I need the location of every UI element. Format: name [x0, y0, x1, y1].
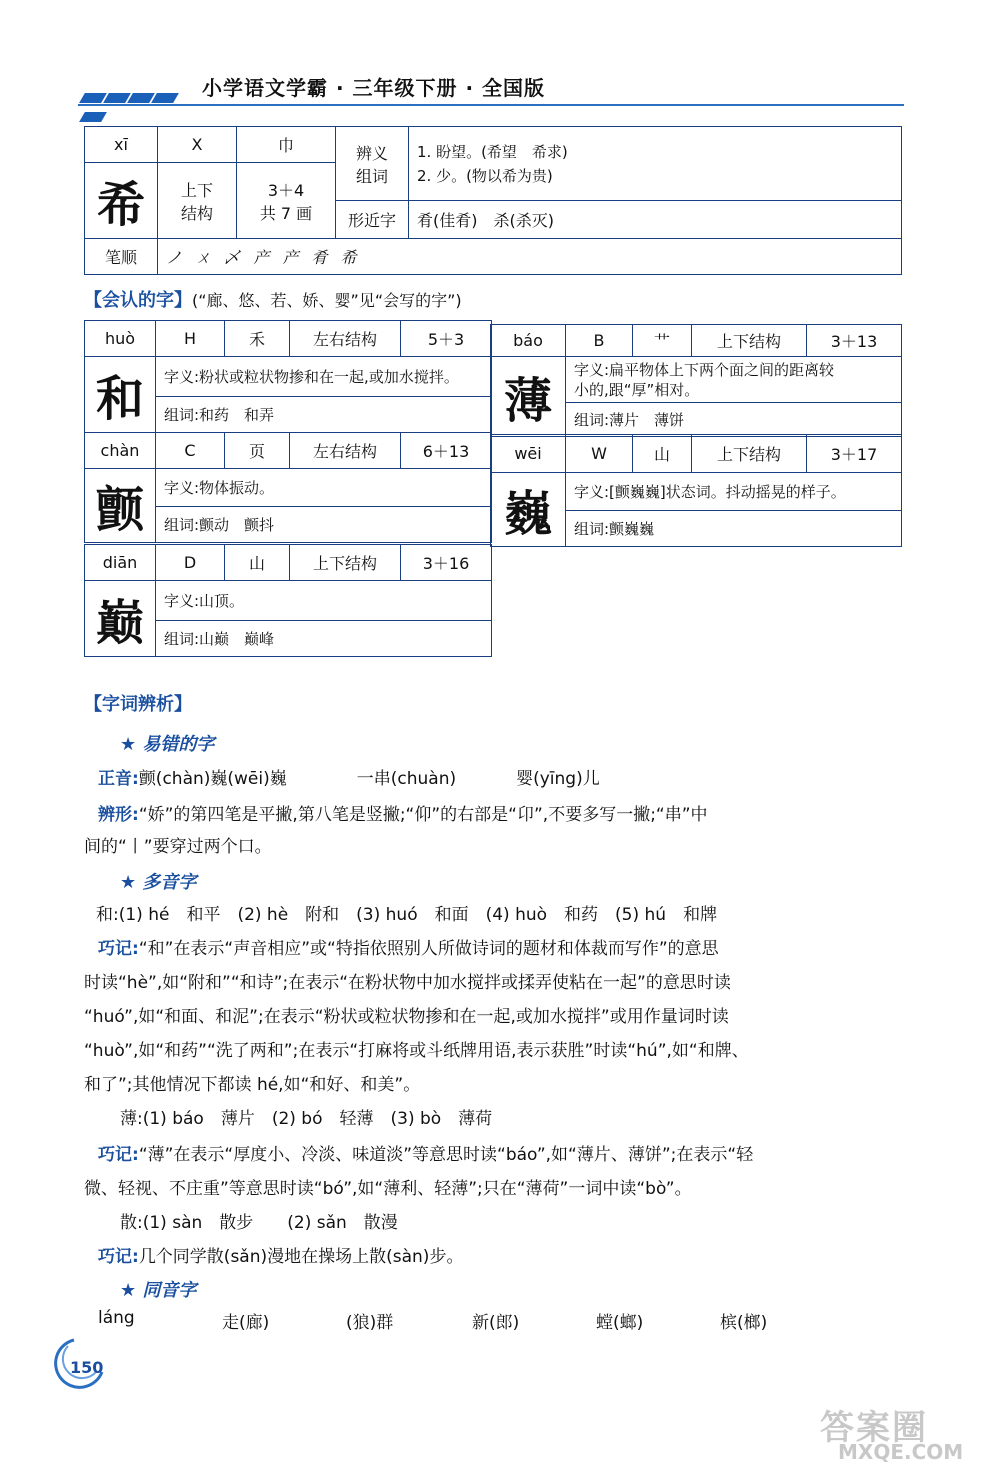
star-icon: ★ [120, 1280, 143, 1301]
meaning: 字义:粉状或粒状物掺和在一起,或加水搅拌。 [156, 357, 492, 397]
radical: 页 [225, 433, 290, 469]
big-char: 巍 [491, 473, 566, 547]
meaning: 字义:物体振动。 [156, 469, 492, 507]
san-polyphone-line: 散:(1) sàn 散步 (2) sǎn 散漫 [120, 1213, 398, 1233]
homophone-item: 新(郎) [472, 1313, 520, 1333]
initial: X [158, 127, 237, 163]
strokes: 5＋3 [401, 321, 492, 357]
homophone-pinyin: láng [98, 1308, 135, 1328]
homophone-item: (狼)群 [346, 1313, 394, 1333]
star-icon: ★ [120, 734, 143, 755]
initial: C [156, 433, 225, 469]
homophone-heading: ★ 同音字 [120, 1280, 197, 1301]
char-table-chan [84, 432, 492, 543]
radical: 山 [633, 435, 692, 473]
xingjin-label: 形近字 [336, 201, 409, 239]
he-tip-5: 和了”;其他情况下都读 hé,如“和好、和美”。 [84, 1075, 421, 1095]
zhengyin-line: 正音:颤(chàn)巍(wēi)巍 一串(chuàn) 婴(yīng)儿 [98, 769, 600, 789]
bianxing-line-2: 间的“丨”要穿过两个口。 [84, 837, 272, 857]
pinyin: huò [85, 321, 156, 357]
strokes: 6＋13 [401, 433, 492, 469]
words: 组词:山巅 巅峰 [156, 621, 492, 657]
easy-wrong-heading: ★ 易错的字 [120, 734, 215, 755]
homophone-item: 走(廊) [222, 1313, 270, 1333]
initial: W [566, 435, 633, 473]
big-char: 颤 [85, 469, 156, 543]
big-char: 和 [85, 357, 156, 433]
words: 组词:颤巍巍 [566, 511, 902, 547]
watermark-url: MXQE.COM [838, 1440, 964, 1464]
he-tip-1: 巧记:“和”在表示“声音相应”或“特指依照别人所做诗词的题材和体裁而写作”的意思 [98, 939, 719, 959]
structure: 上下结构 [692, 435, 807, 473]
big-char: 薄 [491, 357, 566, 437]
radical: 禾 [225, 321, 290, 357]
pinyin: xī [85, 127, 158, 163]
page-header-title: 小学语文学霸 · 三年级下册 · 全国版 [202, 76, 546, 100]
big-char: 巅 [85, 581, 156, 657]
structure: 左右结构 [290, 321, 401, 357]
pinyin: wēi [491, 435, 566, 473]
homophone-item: 槟(榔) [720, 1313, 768, 1333]
char-table-bao [490, 324, 902, 437]
meaning: 字义:扁平物体上下两个面之间的距离较 小的,跟“厚”相对。 [566, 357, 902, 403]
meanings: 1. 盼望。(希望 希求) 2. 少。(物以希为贵) [409, 127, 902, 201]
meaning: 字义:山顶。 [156, 581, 492, 621]
structure: 左右结构 [290, 433, 401, 469]
he-tip-2: 时读“hè”,如“附和”“和诗”;在表示“在粉状物中加水搅拌或揉弄使粘在一起”的意思时读 [84, 973, 731, 993]
bianxing-line-1: 辨形:“娇”的第四笔是平撇,第八笔是竖撇;“仰”的右部是“卬”,不要多写一撇;“串”中 [98, 805, 708, 825]
words: 组词:薄片 薄饼 [566, 403, 902, 437]
radical: 巾 [237, 127, 336, 163]
big-char: 希 [85, 163, 158, 239]
he-tip-3: “huó”,如“和面、和泥”;在表示“粉状或粒状物掺和在一起,或加水搅拌”或用作量词时读 [84, 1007, 729, 1027]
polyphone-heading: ★ 多音字 [120, 872, 197, 893]
strokes: 3＋17 [807, 435, 902, 473]
radical: 山 [225, 545, 290, 581]
char-table-xi [84, 126, 902, 275]
meaning: 字义:[颤巍巍]状态词。抖动摇晃的样子。 [566, 473, 902, 511]
char-table-he [84, 320, 492, 433]
he-polyphone-line: 和:(1) hé 和平 (2) hè 附和 (3) huó 和面 (4) huò 和药 (5) hú 和牌 [96, 905, 718, 925]
xingjin: 肴(佳肴) 杀(杀灭) [409, 201, 902, 239]
initial: B [566, 325, 633, 357]
pinyin: báo [491, 325, 566, 357]
pinyin: diān [85, 545, 156, 581]
strokes: 3＋16 [401, 545, 492, 581]
structure: 上下结构 [290, 545, 401, 581]
strokes: 3＋4 共 7 画 [237, 163, 336, 239]
structure: 上下 结构 [158, 163, 237, 239]
char-table-wei [490, 434, 902, 547]
words: 组词:和药 和弄 [156, 397, 492, 433]
words: 组词:颤动 颤抖 [156, 507, 492, 543]
bianyi-label: 辨义 组词 [336, 127, 409, 201]
structure: 上下结构 [692, 325, 807, 357]
pinyin: chàn [85, 433, 156, 469]
san-tip: 巧记:几个同学散(sǎn)漫地在操场上散(sàn)步。 [98, 1247, 464, 1267]
header-rule [78, 104, 904, 106]
bishun: ノ ㄨ 乄 产 产 肴 希 [158, 239, 902, 275]
bao-polyphone-line: 薄:(1) báo 薄片 (2) bó 轻薄 (3) bò 薄荷 [120, 1109, 493, 1129]
initial: H [156, 321, 225, 357]
bao-tip-1: 巧记:“薄”在表示“厚度小、冷淡、味道淡”等意思时读“báo”,如“薄片、薄饼”;在表示“轻 [98, 1145, 754, 1165]
analysis-section-title: 【字词辨析】 [84, 694, 192, 715]
homophone-item: 螳(螂) [596, 1313, 644, 1333]
star-icon: ★ [120, 872, 143, 893]
strokes: 3＋13 [807, 325, 902, 357]
char-table-dian [84, 544, 492, 657]
he-tip-4: “huò”,如“和药”“洗了两和”;在表示“打麻将或斗纸牌用语,表示获胜”时读“hú”,如“和牌、 [84, 1041, 749, 1061]
radical: 艹 [633, 325, 692, 357]
bao-tip-2: 微、轻视、不庄重”等意思时读“bó”,如“薄利、轻薄”;只在“薄荷”一词中读“bò”。 [84, 1179, 692, 1199]
page-number: 150 [70, 1358, 104, 1377]
watermark-logo: 答案圈 [820, 1408, 928, 1448]
recognize-section-title: 【会认的字】(“廊、悠、若、娇、婴”见“会写的字”) [84, 290, 462, 311]
bishun-label: 笔顺 [85, 239, 158, 275]
header-decoration [82, 88, 200, 100]
initial: D [156, 545, 225, 581]
